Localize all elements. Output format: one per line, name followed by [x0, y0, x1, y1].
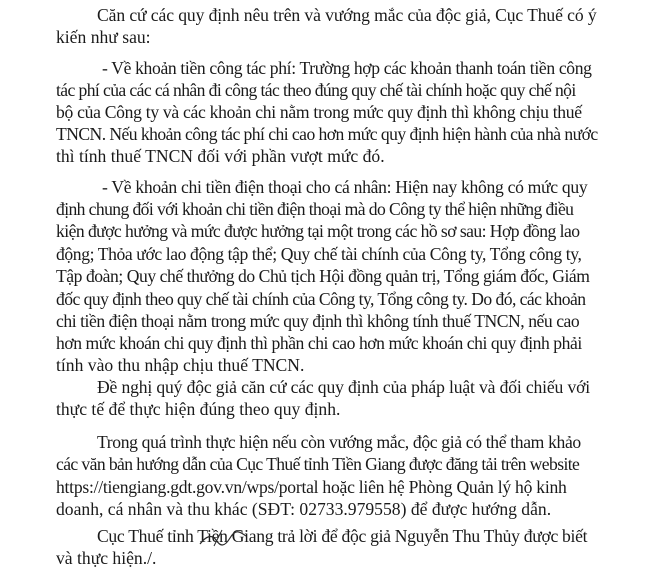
- text-line: Tập đoàn; Quy chế thưởng do Chủ tịch Hội đồng quản trị, Tổng giám đốc, Giám: [56, 266, 590, 286]
- text-line: Trong quá trình thực hiện nếu còn vướng mắc, độc giả có thể tham khảo: [97, 432, 581, 452]
- text-line: tác phí của các cá nhân đi công tác theo đúng quy chế tài chính hoặc quy chế nội: [56, 80, 576, 100]
- text-line: - Về khoản chi tiền điện thoại cho cá nhân: Hiện nay không có mức quy: [102, 177, 588, 197]
- text-line: động; Thỏa ước lao động tập thể; Quy chế tài chính của Công ty, Tổng công ty,: [56, 244, 582, 264]
- text-line: Cục Thuế tỉnh Tiền Giang trả lời để độc giả Nguyễn Thu Thủy được biết: [97, 526, 588, 546]
- text-line: thì tính thuế TNCN đối với phần vượt mức đó.: [56, 146, 385, 166]
- text-line: các văn bản hướng dẫn của Cục Thuế tỉnh Tiền Giang được đăng tải trên website: [56, 454, 580, 474]
- text-line: kiến như sau:: [56, 27, 151, 47]
- text-line: kiện được hưởng và mức được hưởng tại một trong các hồ sơ sau: Hợp đồng lao: [56, 221, 580, 241]
- text-line: - Về khoản tiền công tác phí: Trường hợp các khoản thanh toán tiền công: [102, 58, 592, 78]
- text-line: doanh, cá nhân và thu khác (SĐT: 02733.979558) để được hướng dẫn.: [56, 499, 552, 519]
- text-line: định chung đối với khoản chi tiền điện thoại mà do Công ty thể hiện những điều: [56, 199, 574, 219]
- handwritten-initials-mark: [196, 526, 250, 552]
- text-line: chi tiền điện thoại nằm trong mức quy định thì không tính thuế TNCN, nếu cao: [56, 311, 580, 331]
- signature-scribble-icon: [196, 526, 250, 552]
- text-line: Căn cứ các quy định nêu trên và vướng mắc của độc giả, Cục Thuế có ý: [97, 5, 597, 25]
- text-line: TNCN. Nếu khoản công tác phí chi cao hơn mức quy định hiện hành của nhà nước: [56, 124, 598, 144]
- text-line: tính vào thu nhập chịu thuế TNCN.: [56, 355, 305, 375]
- text-line: và thực hiện./.: [56, 548, 157, 568]
- text-line: https://tiengiang.gdt.gov.vn/wps/portal hoặc liên hệ Phòng Quản lý hộ kinh: [56, 477, 567, 497]
- text-line: bộ của Công ty và các khoản chi nằm trong mức quy định thì không chịu thuế: [56, 102, 582, 122]
- text-line: Đề nghị quý độc giả căn cứ các quy định của pháp luật và đối chiếu với: [97, 377, 590, 397]
- text-line: hơn mức khoán chi quy định thì phần chi cao hơn mức khoán chi quy định phải: [56, 333, 582, 353]
- text-line: thực tế để thực hiện đúng theo quy định.: [56, 399, 341, 419]
- text-line: đốc quy định theo quy chế tài chính của Công ty, Tổng công ty. Do đó, các khoản: [56, 289, 586, 309]
